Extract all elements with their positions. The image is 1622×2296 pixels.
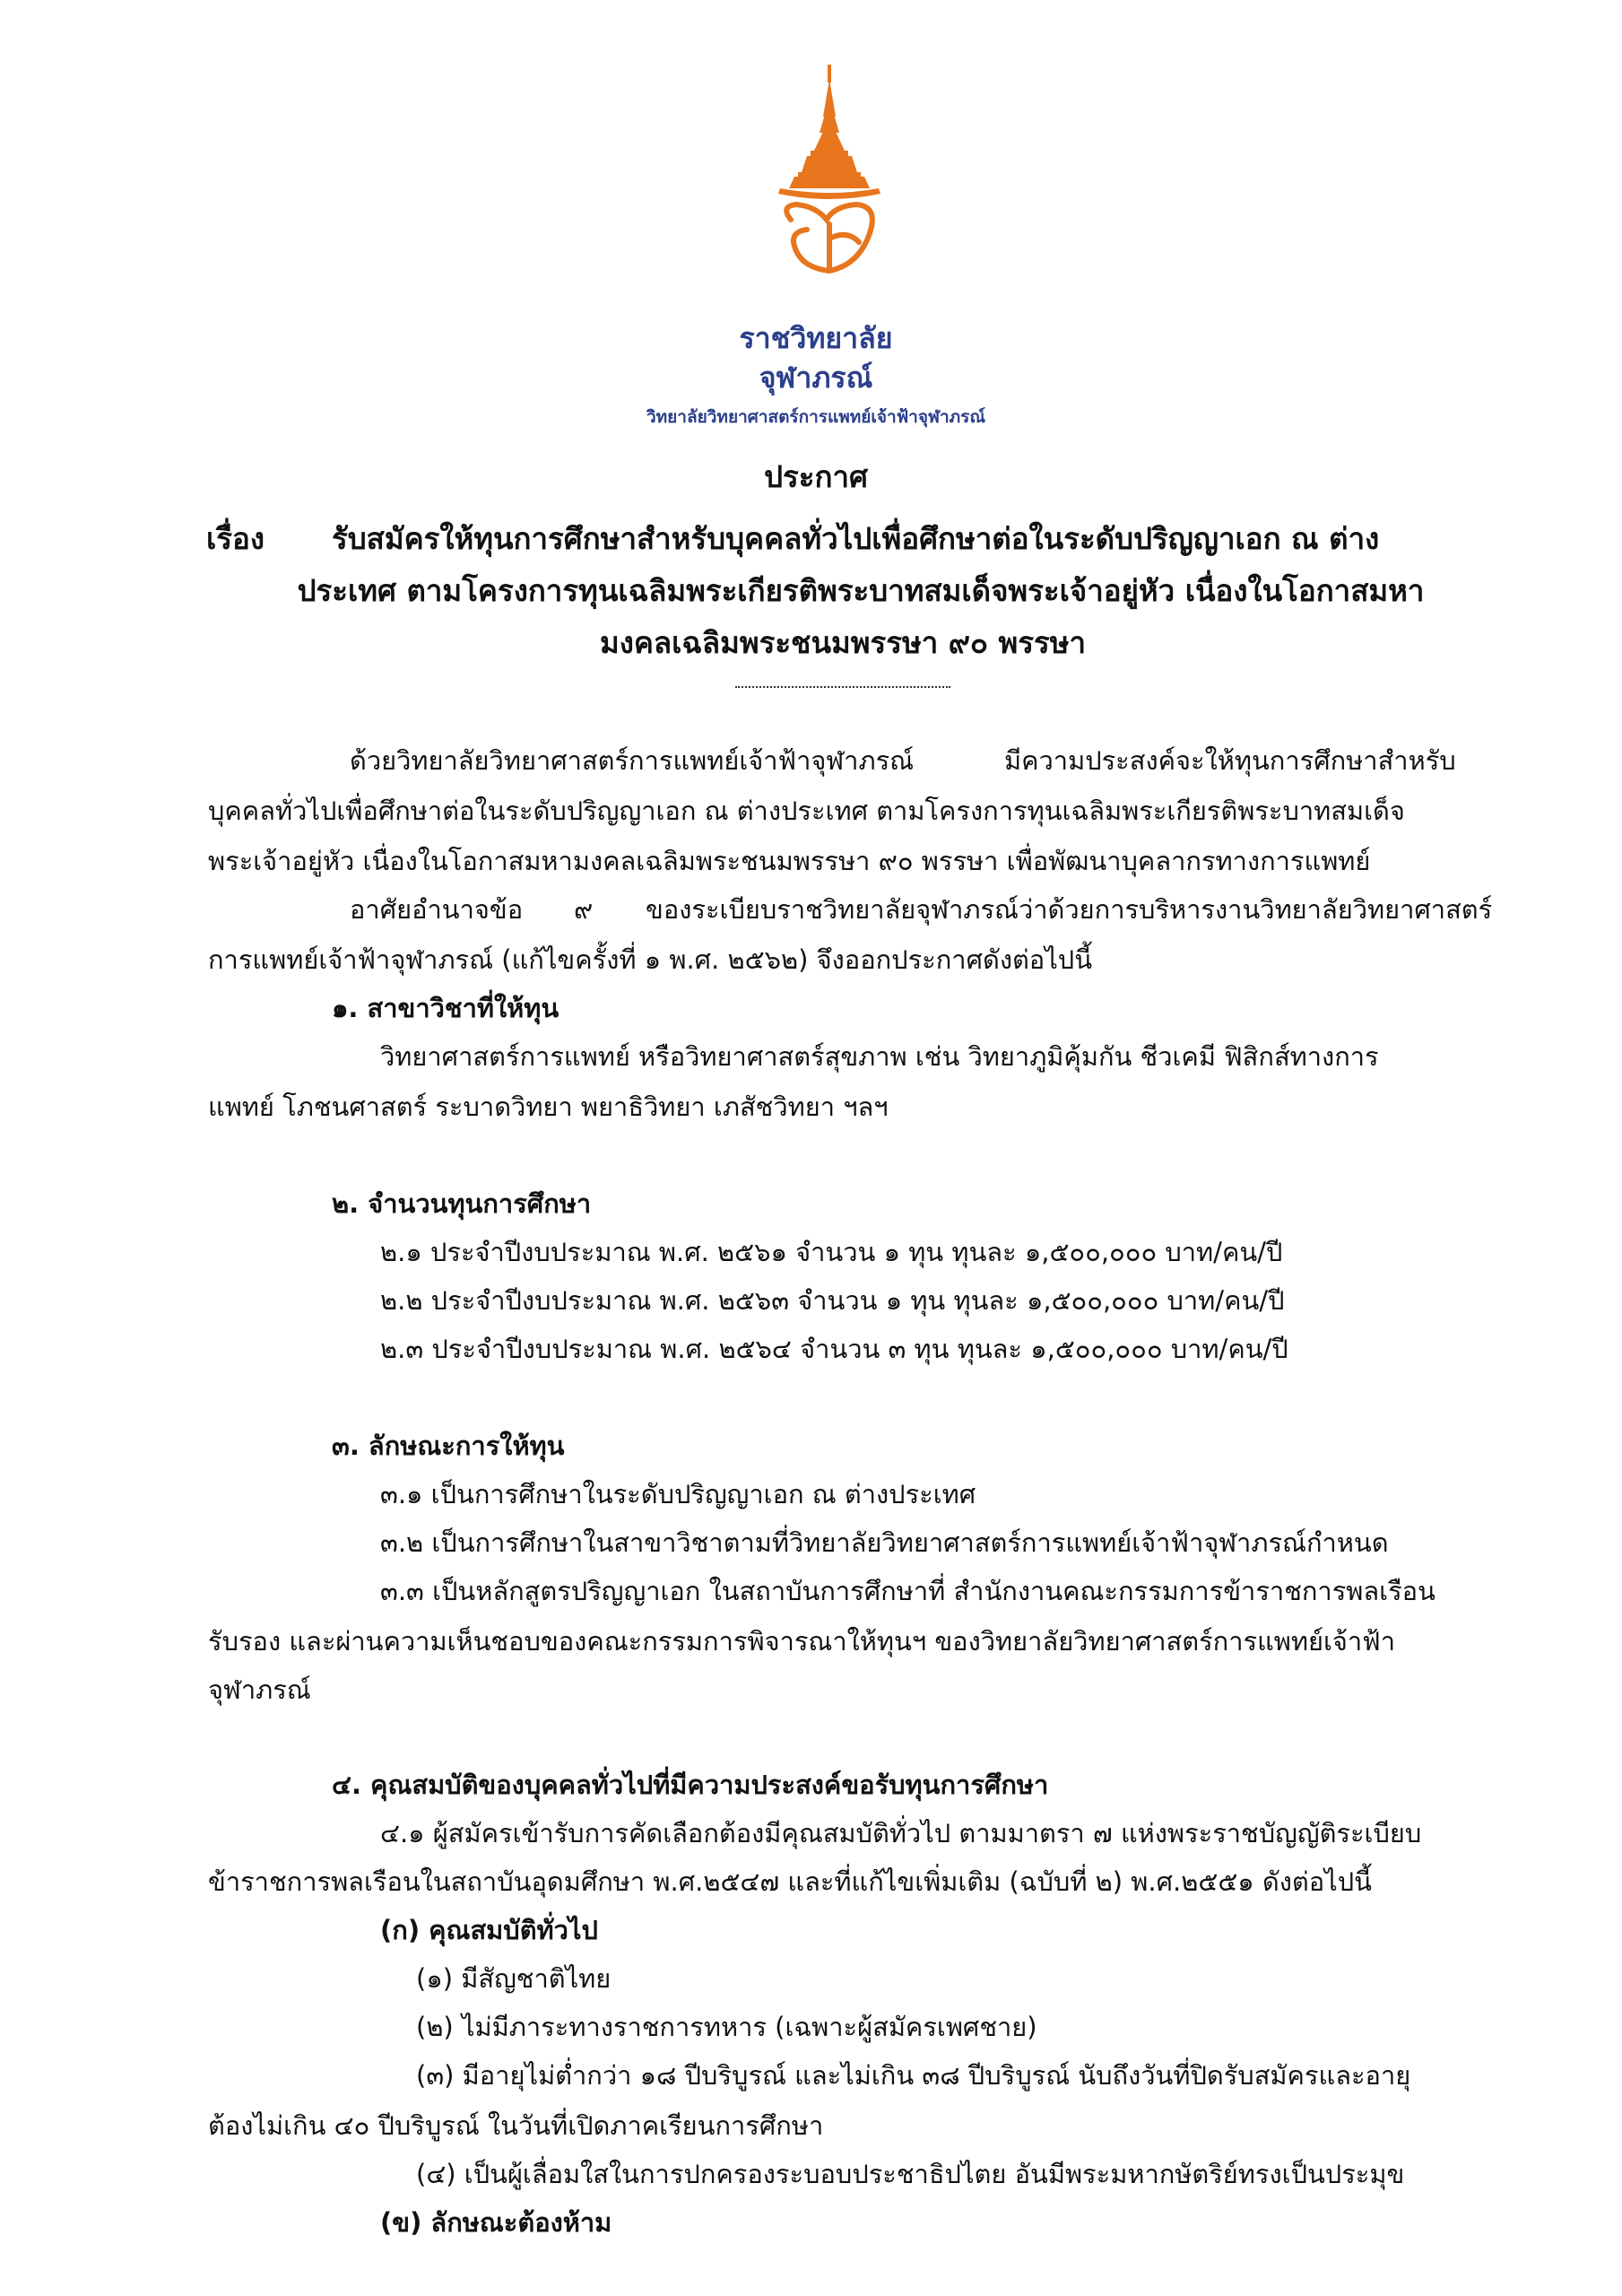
org-name-line2: จุฬาภรณ์: [759, 361, 873, 395]
section-3-item-3-line2: รับรอง และผ่านความเห็นชอบของคณะกรรมการพิจารณาให้ทุนฯ ของวิทยาลัยวิทยาศาสตร์การแพทย์เจ้าฟ้า: [208, 1626, 1396, 1657]
section-2-title: ๒. จำนวนทุนการศึกษา: [332, 1188, 592, 1219]
section-1-line2: แพทย์ โภชนศาสตร์ ระบาดวิทยา พยาธิวิทยา เภสัชวิทยา ฯลฯ: [208, 1091, 889, 1122]
section-4a-title: (ก) คุณสมบัติทั่วไป: [380, 1915, 598, 1945]
section-4-item-1-line1: ๔.๑ ผู้สมัครเข้ารับการคัดเลือกต้องมีคุณสมบัติทั่วไป ตามมาตรา ๗ แห่งพระราชบัญญัติระเบียบ: [380, 1818, 1422, 1848]
intro-p1-line1a: ด้วยวิทยาลัยวิทยาศาสตร์การแพทย์เจ้าฟ้าจุฬาภรณ์: [350, 745, 915, 776]
section-3-item-3-line3: จุฬาภรณ์: [208, 1674, 311, 1705]
subject-line-2: ประเทศ ตามโครงการทุนเฉลิมพระเกียรติพระบาทสมเด็จพระเจ้าอยู่หัว เนื่องในโอกาสมหา: [297, 573, 1425, 608]
subject-label: เรื่อง: [206, 521, 265, 556]
org-subtitle: วิทยาลัยวิทยาศาสตร์การแพทย์เจ้าฟ้าจุฬาภรณ์: [646, 407, 985, 427]
intro-p1-line2: บุคคลทั่วไปเพื่อศึกษาต่อในระดับปริญญาเอก ณ ต่างประเทศ ตามโครงการทุนเฉลิมพระเกียรติพระบาทสมเด็จ: [208, 796, 1405, 826]
section-4a-item-2: (๒) ไม่มีภาระทางราชการทหาร (เฉพาะผู้สมัครเพศชาย): [416, 2012, 1037, 2042]
script-monogram-icon: [786, 204, 872, 271]
section-4a-item-3-line2: ต้องไม่เกิน ๔๐ ปีบริบูรณ์ ในวันที่เปิดภาคเรียนการศึกษา: [208, 2110, 824, 2141]
intro-p2-line1b: ๙: [574, 894, 594, 925]
intro-p2-line1c: ของระเบียบราชวิทยาลัยจุฬาภรณ์ว่าด้วยการบริหารงานวิทยาลัยวิทยาศาสตร์: [646, 894, 1493, 925]
section-3-item-3-line1: ๓.๓ เป็นหลักสูตรปริญญาเอก ในสถาบันการศึกษาที่ สำนักงานคณะกรรมการข้าราชการพลเรือน: [380, 1576, 1436, 1606]
section-3-item-2: ๓.๒ เป็นการศึกษาในสาขาวิชาตามที่วิทยาลัยวิทยาศาสตร์การแพทย์เจ้าฟ้าจุฬาภรณ์กำหนด: [380, 1527, 1389, 1558]
subject-line-1: รับสมัครให้ทุนการศึกษาสำหรับบุคคลทั่วไปเพื่อศึกษาต่อในระดับปริญญาเอก ณ ต่าง: [332, 521, 1380, 556]
section-2-item-1: ๒.๑ ประจำปีงบประมาณ พ.ศ. ๒๕๖๑ จำนวน ๑ ทุน ทุนละ ๑,๕๐๐,๐๐๐ บาท/คน/ปี: [380, 1237, 1283, 1267]
section-2-item-2: ๒.๒ ประจำปีงบประมาณ พ.ศ. ๒๕๖๓ จำนวน ๑ ทุน ทุนละ ๑,๕๐๐,๐๐๐ บาท/คน/ปี: [380, 1285, 1285, 1316]
dotted-separator: [735, 686, 950, 688]
section-3-item-1: ๓.๑ เป็นการศึกษาในระดับปริญญาเอก ณ ต่างประเทศ: [380, 1479, 976, 1509]
section-1-line1: วิทยาศาสตร์การแพทย์ หรือวิทยาศาสตร์สุขภาพ เช่น วิทยาภูมิคุ้มกัน ชีวเคมี ฟิสิกส์ทางการ: [380, 1041, 1379, 1072]
document-type: ประกาศ: [764, 459, 868, 494]
section-4-title: ๔. คุณสมบัติของบุคคลทั่วไปที่มีความประสงค์ขอรับทุนการศึกษา: [332, 1770, 1049, 1800]
intro-p1-line1b: มีความประสงค์จะให้ทุนการศึกษาสำหรับ: [1004, 745, 1456, 776]
intro-p1-line3: พระเจ้าอยู่หัว เนื่องในโอกาสมหามงคลเฉลิมพระชนมพรรษา ๙๐ พรรษา เพื่อพัฒนาบุคลากรทางการแพทย์: [208, 846, 1371, 876]
section-3-title: ๓. ลักษณะการให้ทุน: [332, 1431, 565, 1461]
intro-p2-line2: การแพทย์เจ้าฟ้าจุฬาภรณ์ (แก้ไขครั้งที่ ๑ พ.ศ. ๒๕๖๒) จึงออกประกาศดังต่อไปนี้: [208, 944, 1093, 975]
section-4a-item-4: (๔) เป็นผู้เลื่อมใสในการปกครองระบอบประชาธิปไตย อันมีพระมหากษัตริย์ทรงเป็นประมุข: [416, 2159, 1405, 2189]
section-4-item-1-line2: ข้าราชการพลเรือนในสถาบันอุดมศึกษา พ.ศ.๒๕๔๗ และที่แก้ไขเพิ่มเติม (ฉบับที่ ๒) พ.ศ.๒๕๕๑ ดังต่อไปนี้: [208, 1866, 1372, 1897]
intro-p2-line1a: อาศัยอำนาจข้อ: [350, 894, 524, 925]
section-4b-title: (ข) ลักษณะต้องห้าม: [380, 2207, 612, 2238]
section-1-title: ๑. สาขาวิชาที่ให้ทุน: [332, 993, 559, 1023]
subject-line-3: มงคลเฉลิมพระชนมพรรษา ๙๐ พรรษา: [599, 625, 1087, 660]
org-name-line1: ราชวิทยาลัย: [739, 321, 893, 355]
section-4a-item-3-line1: (๓) มีอายุไม่ต่ำกว่า ๑๘ ปีบริบูรณ์ และไม่เกิน ๓๘ ปีบริบูรณ์ นับถึงวันที่ปิดรับสมัครและอายุ: [416, 2060, 1411, 2091]
section-2-item-3: ๒.๓ ประจำปีงบประมาณ พ.ศ. ๒๕๖๔ จำนวน ๓ ทุน ทุนละ ๑,๕๐๐,๐๐๐ บาท/คน/ปี: [380, 1334, 1288, 1364]
section-4a-item-1: (๑) มีสัญชาติไทย: [416, 1963, 612, 1994]
college-emblem-logo: [744, 63, 915, 287]
